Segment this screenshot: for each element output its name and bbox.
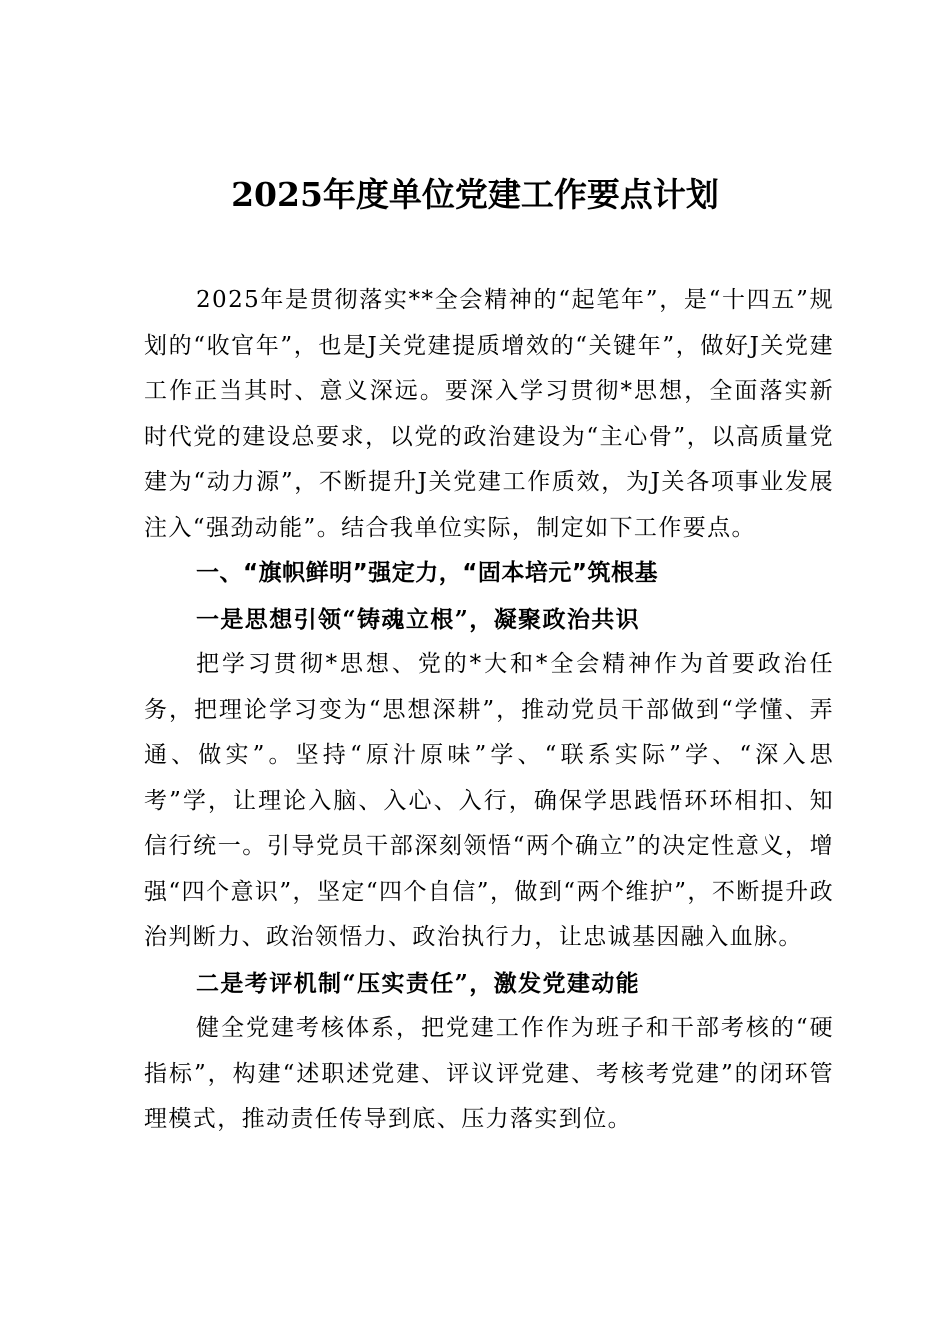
subsection-body-2: 健全党建考核体系，把党建工作作为班子和干部考核的“硬指标”，构建“述职述党建、评议评党建、考核考党建”的闭环管理模式，推动责任传导到底、压力落实到位。 (144, 1015, 834, 1132)
document-body (144, 278, 834, 1143)
subsection-heading-1: 一是思想引领“铸魂立根”，凝聚政治共识 (196, 605, 641, 633)
section-heading-1: 一、“旗帜鲜明”强定力，“固本培元”筑根基 (196, 560, 658, 586)
subsection-heading-2: 二是考评机制“压实责任”，激发党建动能 (196, 969, 641, 997)
intro-paragraph: 2025年是贯彻落实**全会精神的“起笔年”，是“十四五”规划的“收官年”，也是J关党建提质增效的“关键年”，做好J关党建工作正当其时、意义深远。要深入学习贯彻*思想，全面落实新时代党的建设总要求，以党的政治建设为“主心骨”，以高质量党建为“动力源”，不断提升J关党建工作质效，为J关各项事业发展注入“强劲动能”。结合我单位实际，制定如下工作要点。 (144, 287, 834, 541)
document-title: 2025年度单位党建工作要点计划 (231, 175, 719, 214)
subsection-body-1: 把学习贯彻*思想、党的*大和*全会精神作为首要政治任务，把理论学习变为“思想深耕”，推动党员干部做到“学懂、弄通、做实”。坚持“原汁原味”学、“联系实际”学、“深入思考”学，让理论入脑、入心、入行，确保学思践悟环环相扣、知信行统一。引导党员干部深刻领悟“两个确立”的决定性意义，增强“四个意识”，坚定“四个自信”，做到“两个维护”，不断提升政治判断力、政治领悟力、政治执行力，让忠诚基因融入血脉。 (144, 651, 834, 950)
